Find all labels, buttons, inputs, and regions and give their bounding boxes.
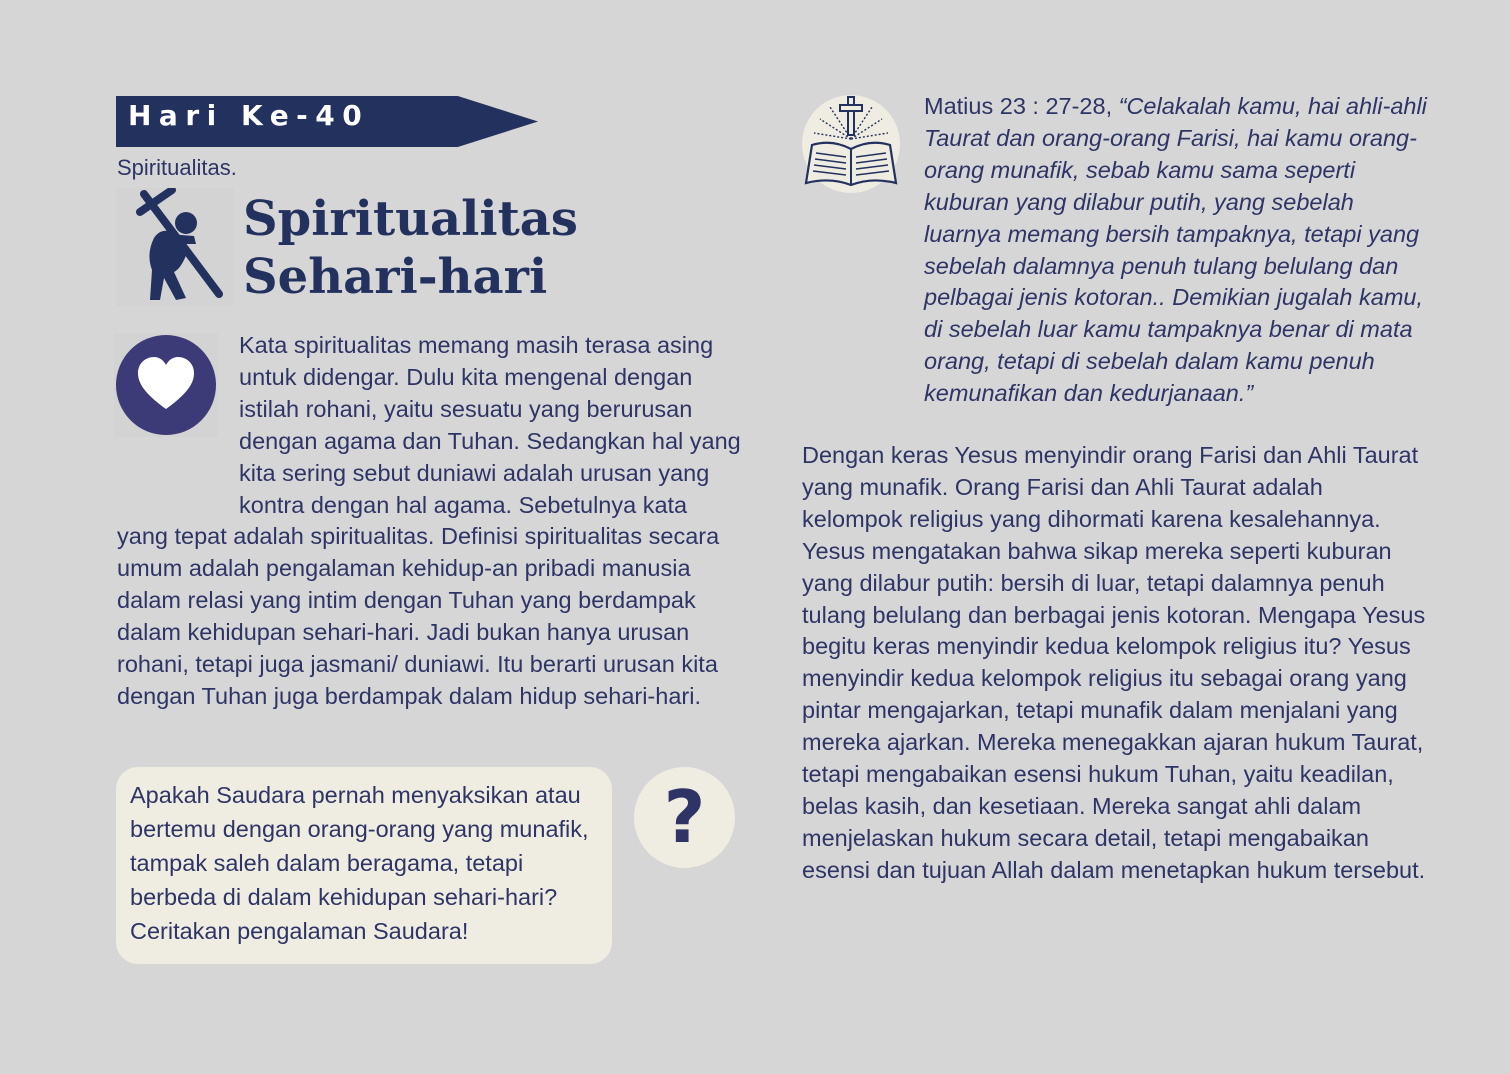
question-mark-icon: ? xyxy=(634,767,735,868)
subtopic-label: Spiritualitas. xyxy=(117,155,237,180)
page-title xyxy=(243,190,603,306)
intro-paragraph xyxy=(117,330,742,713)
reflection-question-box xyxy=(116,767,612,964)
reflection-paragraph: Dengan keras Yesus menyindir orang Farisi dan Ahli Taurat yang munafik. Orang Farisi dan Ahli Taurat adalah kelompok religius yang dihormati karena kesalehannya. Yesus mengatakan bahwa sikap mereka seperti kuburan yang dilabur putih: bersih di luar, tetapi dalamnya penuh tulang belulang dan berbagai jenis kotoran. Mengapa Yesus begitu keras menyindir kedua kelompok religius itu? Yesus menyindir kedua kelompok religius itu sebagai orang yang pintar mengajarkan, tetapi munafik dalam menjalani yang mereka ajarkan. Mereka menegakkan ajaran hukum Taurat, tetapi mengabaikan esensi hukum Tuhan, yaitu keadilan, belas kasih, dan kesetiaan. Mereka sangat ahli dalam menjelaskan hukum secara detail, tetapi mengabaikan esensi dan tujuan Allah dalam menetapkan hukum tersebut. xyxy=(802,442,1426,883)
reflection-question-text: Apakah Saudara pernah menyaksikan atau bertemu dengan orang-orang yang munafik, tampak saleh dalam beragama, tetapi berbeda di dalam kehidupan sehari-hari? Ceritakan pengalaman Saudara! xyxy=(130,782,589,944)
scripture-verse xyxy=(924,91,1429,410)
intro-paragraph-text: Kata spiritualitas memang masih terasa asing untuk didengar. Dulu kita mengenal dengan istilah rohani, yaitu sesuatu yang berurusan dengan agama dan Tuhan. Sedangkan hal yang kita sering sebut duniawi adalah urusan yang kontra dengan hal agama. Sebetulnya kata yang tepat adalah spiritualitas. Definisi spiritualitas secara umum adalah pengalaman kehidup-an pribadi manusia dalam relasi yang intim dengan Tuhan yang berdampak dalam kehidupan sehari-hari. Jadi bukan hanya urusan rohani, tetapi juga jasmani/ duniawi. Itu berarti urusan kita dengan Tuhan juga berdampak dalam hidup sehari-hari. xyxy=(117,332,741,709)
title-line-1: Spiritualitas xyxy=(243,191,578,247)
person-carrying-cross-icon xyxy=(116,188,234,306)
day-label: Hari Ke-40 xyxy=(128,99,370,132)
open-bible-cross-icon xyxy=(802,95,900,193)
verse-reference: Matius 23 : 27-28, xyxy=(924,93,1119,119)
title-line-2: Sehari-hari xyxy=(243,249,548,305)
verse-quote: “Celakalah kamu, hai ahli-ahli Taurat dan orang-orang Farisi, hai kamu orang-orang munafik, sebab kamu sama seperti kuburan yang dilabur putih, yang sebelah luarnya memang bersih tampaknya, tetapi yang sebelah dalamnya penuh tulang belulang dan pelbagai jenis kotoran.. Demikian jugalah kamu, di sebelah luar kamu tampaknya benar di mata orang, tetapi di sebelah dalam kamu penuh kemunafikan dan kedurjanaan.” xyxy=(924,93,1427,407)
